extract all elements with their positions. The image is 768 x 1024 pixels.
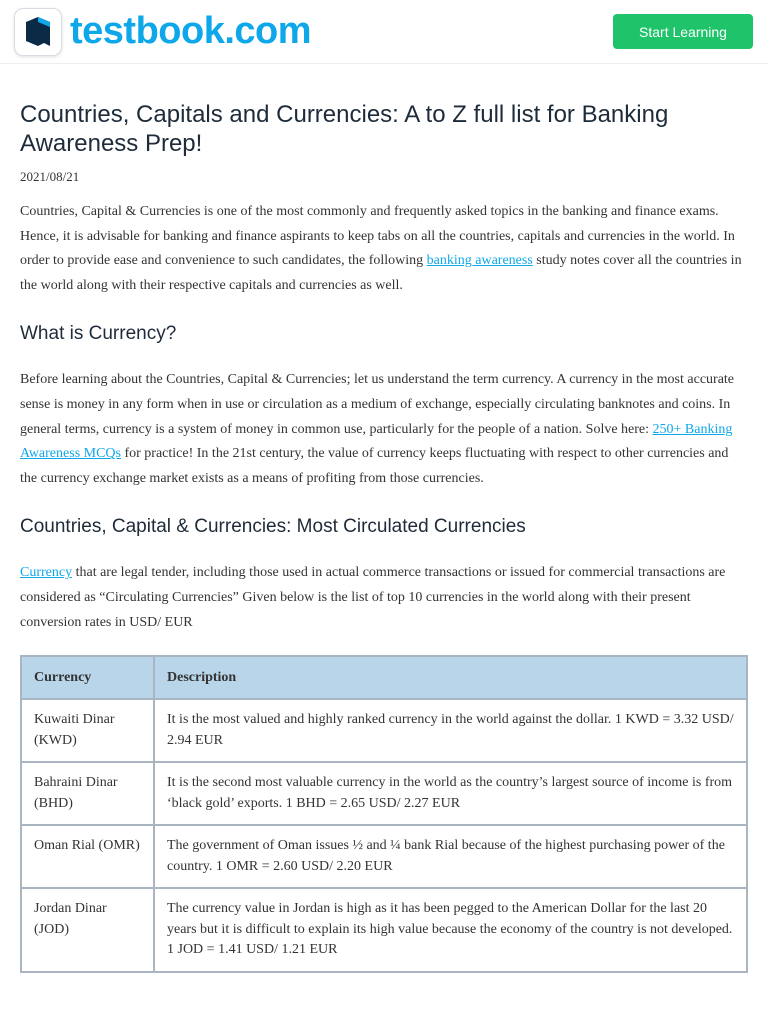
- currency-table: [20, 655, 748, 973]
- article: [0, 100, 768, 973]
- section-heading-what-is-currency: What is Currency?: [20, 323, 177, 345]
- article-title: Countries, Capitals and Currencies: A to Z full list for Banking Awareness Prep!: [20, 101, 669, 157]
- article-date: 2021/08/21: [20, 169, 80, 184]
- banking-awareness-link[interactable]: banking awareness: [426, 253, 533, 269]
- book-logo-icon: [14, 8, 62, 56]
- table-header-row: [21, 656, 747, 699]
- description-cell: The government of Oman issues ½ and ¼ bank Rial because of the highest purchasing power of the country. 1 OMR = 2.60 USD/ 2.20 EUR: [154, 825, 747, 888]
- description-cell: It is the most valued and highly ranked currency in the world against the dollar. 1 KWD = 3.32 USD/ 2.94 EUR: [154, 699, 747, 762]
- banking-mcqs-link[interactable]: 250+ Banking Awareness MCQs: [20, 421, 733, 462]
- section-heading-circulated-currencies: Countries, Capital & Currencies: Most Circulated Currencies: [20, 516, 526, 538]
- brand-link[interactable]: [14, 8, 311, 56]
- currency-cell: Jordan Dinar (JOD): [21, 888, 154, 972]
- currency-link[interactable]: Currency: [20, 565, 73, 581]
- brand-name: testbook.com: [70, 10, 312, 52]
- currency-cell: Bahraini Dinar (BHD): [21, 762, 154, 825]
- site-header: [0, 0, 768, 64]
- table-row: [21, 699, 747, 762]
- circulated-paragraph: Currency that are legal tender, including those used in actual commerce transactions or issued for commercial transactions are considered as “Circulating Currencies” Given below is the list of top 10 currencies in the world along with their present conversion rates in USD/ EUR: [20, 565, 726, 630]
- table-row: [21, 825, 747, 888]
- description-cell: The currency value in Jordan is high as it has been pegged to the American Dollar for the last 20 years but it is difficult to explain its high value because the economy of the country is not developed. 1 JOD = 1.41 USD/ 1.21 EUR: [154, 888, 747, 972]
- intro-paragraph: Countries, Capital & Currencies is one of the most commonly and frequently asked topics in the banking and finance exams. Hence, it is advisable for banking and finance aspirants to keep tabs on all the countries, capitals and currencies in the world. In order to provide ease and convenience to such candidates, the following banking awareness study notes cover all the countries in the world along with their respective capitals and currencies as well.: [20, 204, 742, 293]
- start-learning-button[interactable]: Start Learning: [613, 14, 753, 49]
- currency-cell: Oman Rial (OMR): [21, 825, 154, 888]
- table-row: [21, 762, 747, 825]
- currency-cell: Kuwaiti Dinar (KWD): [21, 699, 154, 762]
- table-row: [21, 888, 747, 972]
- header-description: Description: [154, 656, 747, 699]
- header-currency: Currency: [21, 656, 154, 699]
- description-cell: It is the second most valuable currency in the world as the country’s largest source of income is from ‘black gold’ exports. 1 BHD = 2.65 USD/ 2.27 EUR: [154, 762, 747, 825]
- currency-paragraph: Before learning about the Countries, Capital & Currencies; let us understand the term currency. A currency in the most accurate sense is money in any form when in use or circulation as a medium of exchange, especially circulating banknotes and coins. In general terms, currency is a system of money in common use, particularly for the people of a nation. Solve here: 250+ Banking Awareness MCQs for practice! In the 21st century, the value of currency keeps fluctuating with respect to other currencies and the currency exchange market exists as a means of profiting from those currencies.: [20, 372, 735, 486]
